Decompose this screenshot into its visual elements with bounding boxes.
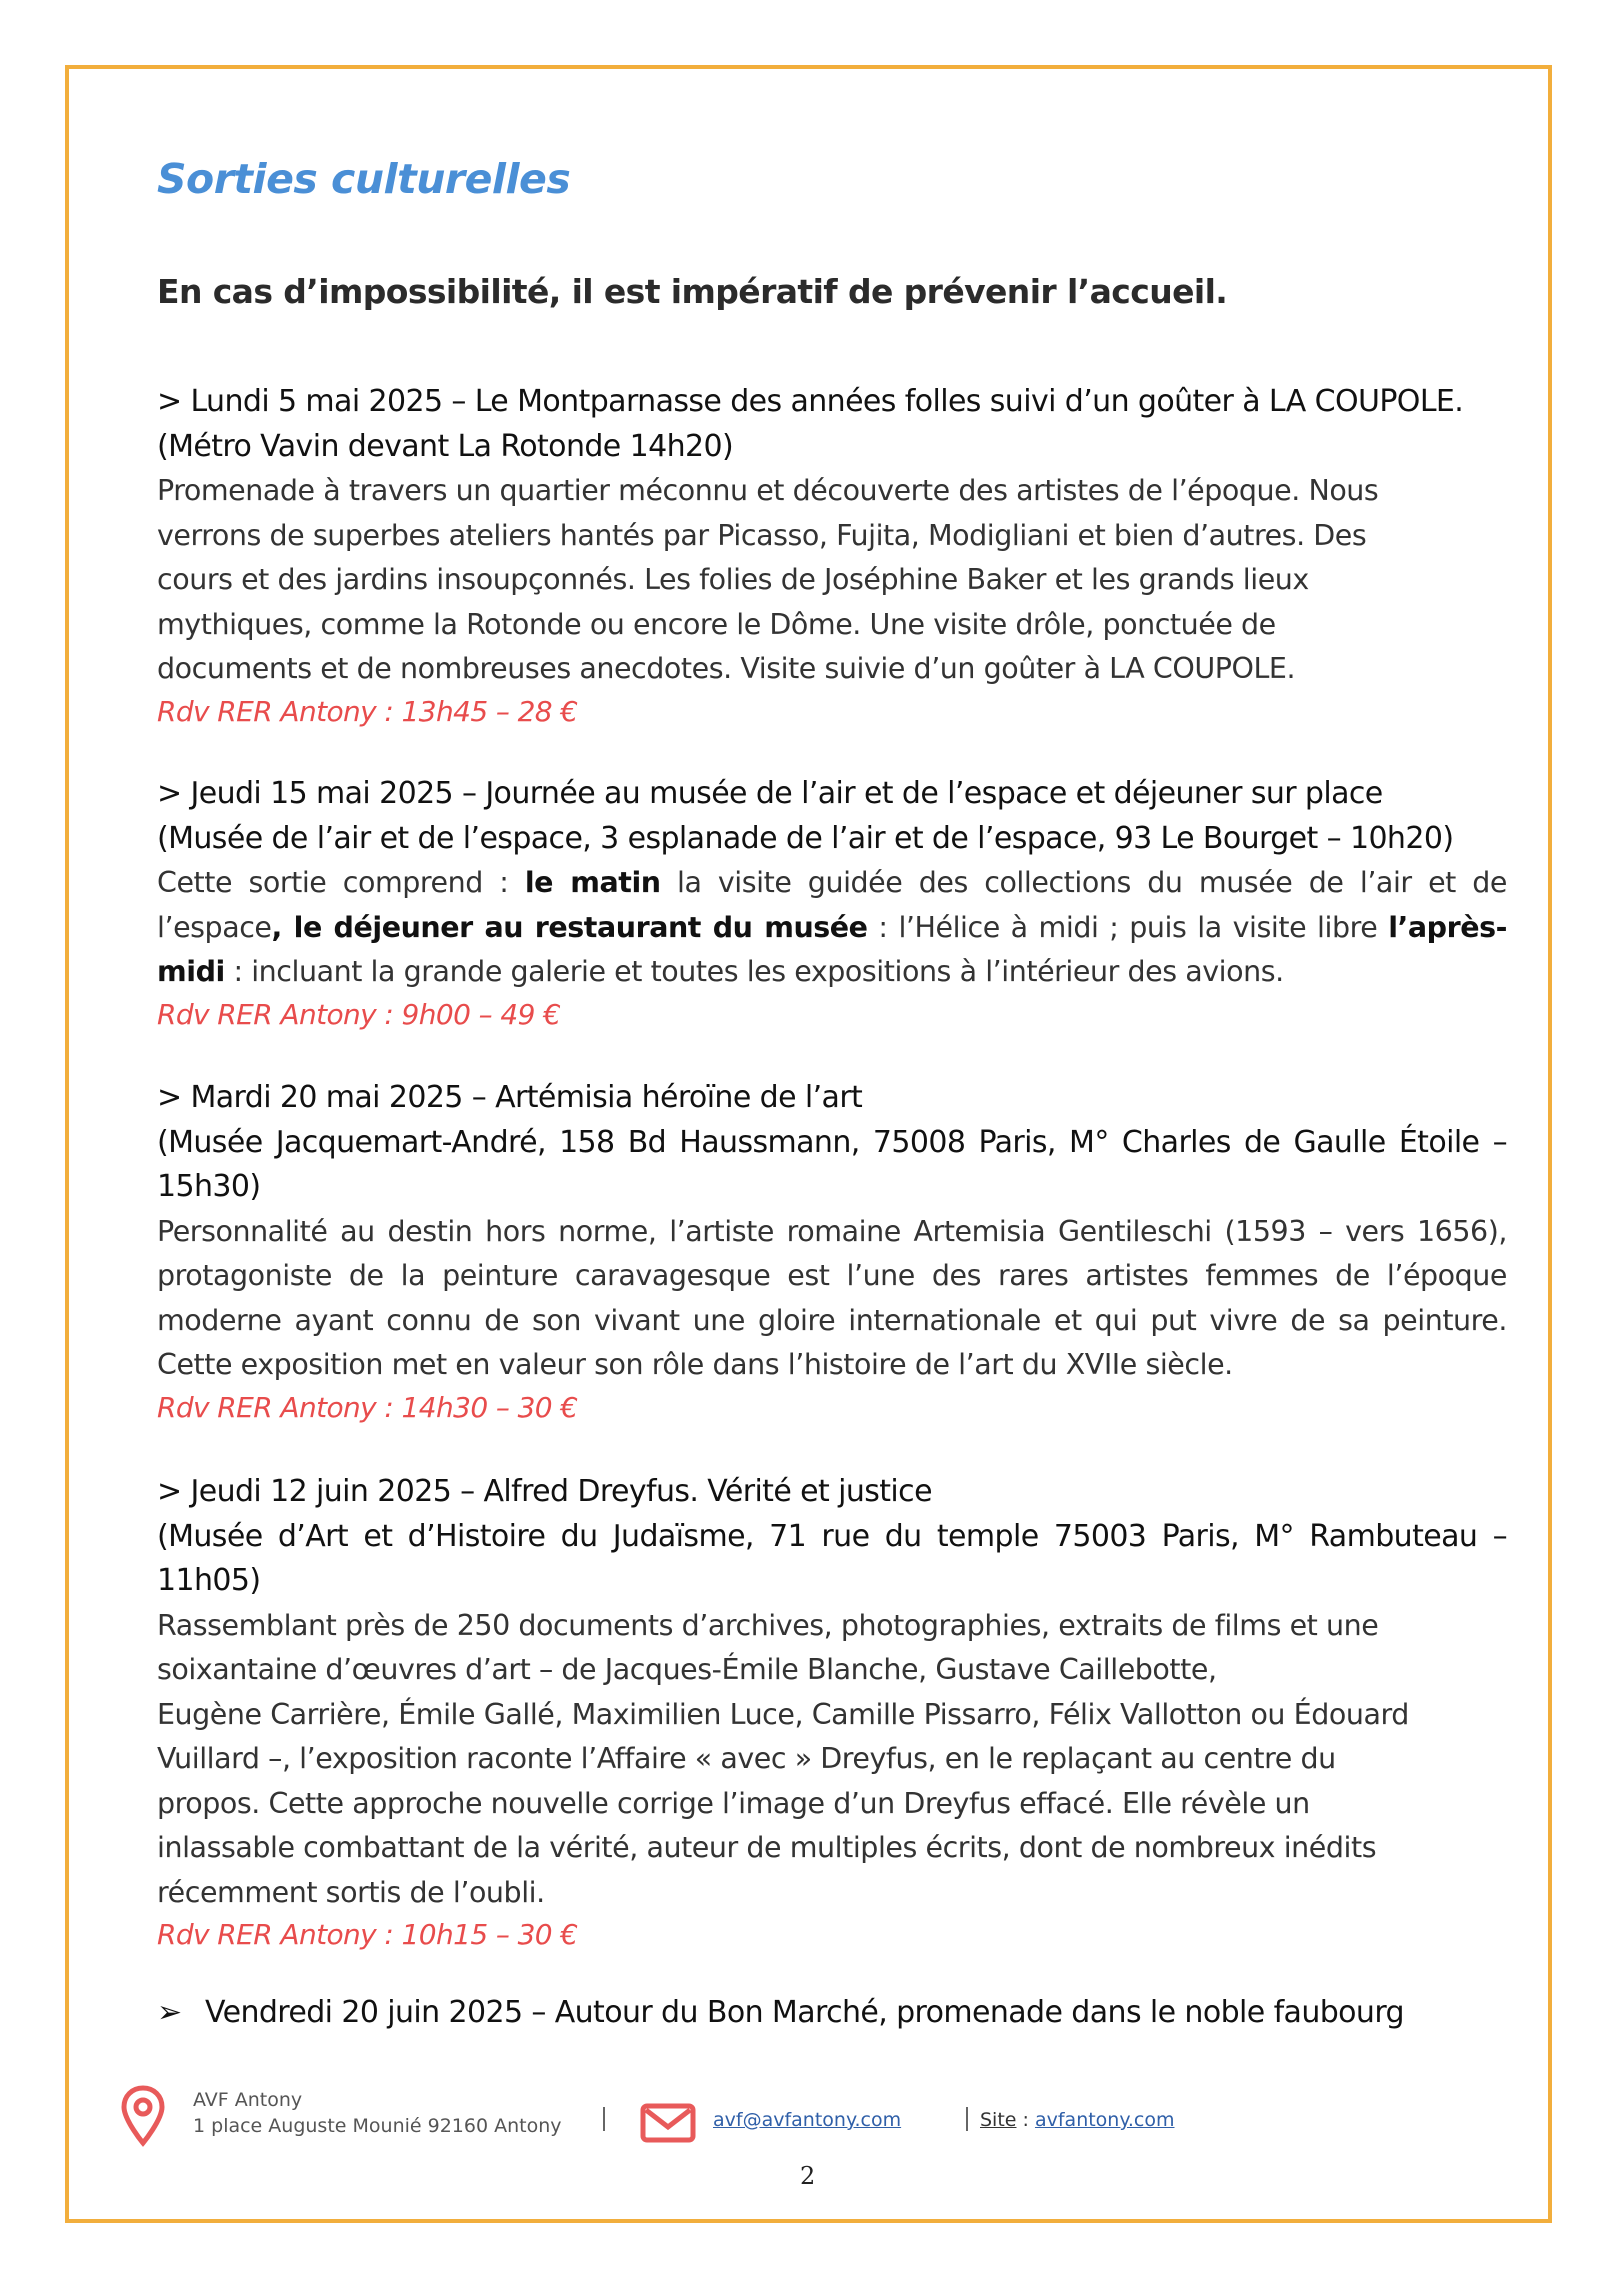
footer-divider [603, 2107, 605, 2131]
site-label: Site [980, 2109, 1017, 2131]
event-heading-text: Vendredi 20 juin 2025 – Autour du Bon Marché, promenade dans le noble faubourg [205, 1995, 1404, 2030]
event-3 [157, 1076, 1507, 1428]
page-title: Sorties culturelles [157, 155, 571, 203]
site-link[interactable]: avfantony.com [1034, 2109, 1175, 2131]
event-heading: > Lundi 5 mai 2025 – Le Montparnasse des années folles suivi d’un goûter à LA COUPOLE. [157, 384, 1464, 419]
website [980, 2109, 1175, 2131]
page-number: 2 [800, 2162, 816, 2190]
event-description: Personnalité au destin hors norme, l’artiste romaine Artemisia Gentileschi (1593 – vers 1656), protagoniste de la peinture caravagesque est l’une des rares artistes femmes de l’époque moderne ayant connu de son vivant une gloire internationale et qui put vivre de sa peinture. Cette exposition met en valeur son rôle dans l’histoire de l’art du XVIIe siècle. [157, 1214, 1507, 1381]
warning-notice: En cas d’impossibilité, il est impératif de prévenir l’accueil. [157, 272, 1228, 311]
description-line: verrons de superbes ateliers hantés par Picasso, Fujita, Modigliani et bien d’autres. Des [157, 518, 1367, 552]
event-heading [157, 772, 1507, 817]
description-text: : incluant la grande galerie et toutes les expositions à l’intérieur des avions. [224, 955, 1284, 988]
footer-divider [966, 2107, 968, 2131]
description-text: Cette sortie comprend : [157, 866, 525, 899]
site-separator: : [1016, 2109, 1035, 2131]
event-rdv: Rdv RER Antony : 10h15 – 30 € [157, 1918, 578, 1951]
description-line: Eugène Carrière, Émile Gallé, Maximilien Luce, Camille Pissarro, Félix Vallotton ou Édouard [157, 1697, 1409, 1731]
description-emphasis: le matin [524, 866, 661, 899]
event-rdv: Rdv RER Antony : 13h45 – 28 € [157, 694, 578, 728]
event-place: (Musée d’Art et d’Histoire du Judaïsme, 71 rue du temple 75003 Paris, M° Rambuteau – 11h05) [157, 1518, 1507, 1598]
description-text: la visite guidée des collections du musée de l’air et de l’espace [157, 866, 1507, 944]
event-2 [157, 772, 1507, 1035]
footer [120, 2075, 1520, 2145]
footer-address [193, 2087, 562, 2139]
event-4 [157, 1470, 1507, 1955]
description-emphasis: , le déjeuner au restaurant du musée [271, 910, 868, 944]
description-line: Vuillard –, l’exposition raconte l’Affaire « avec » Dreyfus, en le replaçant au centre du [157, 1742, 1336, 1775]
event-heading-text: > Jeudi 15 mai 2025 – Journée au musée de l’air et de l’espace et déjeuner sur place [157, 776, 1383, 811]
email-link[interactable]: avf@avfantony.com [713, 2109, 902, 2131]
event-heading: > Mardi 20 mai 2025 – Artémisia héroïne de l’art [157, 1080, 863, 1115]
description-line: cours et des jardins insoupçonnés. Les folies de Joséphine Baker et les grands lieux [157, 563, 1309, 596]
location-pin-icon [120, 2085, 166, 2147]
event-rdv: Rdv RER Antony : 14h30 – 30 € [157, 1390, 578, 1424]
arrow-bullet-icon: ➢ [157, 1995, 182, 2030]
event-place: (Musée de l’air et de l’espace, 3 esplanade de l’air et de l’espace, 93 Le Bourget – 10h20) [157, 820, 1454, 856]
event-5-heading [157, 1995, 1404, 2030]
description-line: inlassable combattant de la vérité, auteur de multiples écrits, dont de nombreux inédits [157, 1831, 1377, 1864]
description-line: récemment sortis de l’oubli. [157, 1875, 545, 1909]
description-text: : l’Hélice à midi ; puis la visite libre [867, 910, 1389, 944]
description-line: Promenade à travers un quartier méconnu et découverte des artistes de l’époque. Nous [157, 474, 1379, 507]
event-description [157, 861, 1507, 995]
event-place: (Métro Vavin devant La Rotonde 14h20) [157, 428, 734, 464]
description-line: documents et de nombreuses anecdotes. Visite suivie d’un goûter à LA COUPOLE. [157, 652, 1296, 685]
description-emphasis: l’après-midi [157, 910, 1507, 988]
envelope-icon [640, 2103, 696, 2143]
description-line: Rassemblant près de 250 documents d’archives, photographies, extraits de films et une [157, 1608, 1379, 1642]
footer-street: 1 place Auguste Mounié 92160 Antony [193, 2115, 562, 2137]
event-place: (Musée Jacquemart-André, 158 Bd Haussmann, 75008 Paris, M° Charles de Gaulle Étoile – 15h30) [157, 1124, 1507, 1204]
footer-org: AVF Antony [193, 2089, 303, 2111]
description-line: propos. Cette approche nouvelle corrige l’image d’un Dreyfus effacé. Elle révèle un [157, 1786, 1310, 1820]
event-description [157, 469, 1507, 692]
description-line: soixantaine d’œuvres d’art – de Jacques-Émile Blanche, Gustave Caillebotte, [157, 1653, 1217, 1686]
event-heading: > Jeudi 12 juin 2025 – Alfred Dreyfus. Vérité et justice [157, 1474, 932, 1509]
event-rdv: Rdv RER Antony : 9h00 – 49 € [157, 997, 561, 1031]
description-line: mythiques, comme la Rotonde ou encore le Dôme. Une visite drôle, ponctuée de [157, 607, 1276, 641]
event-description [157, 1604, 1507, 1916]
event-1 [157, 380, 1507, 732]
